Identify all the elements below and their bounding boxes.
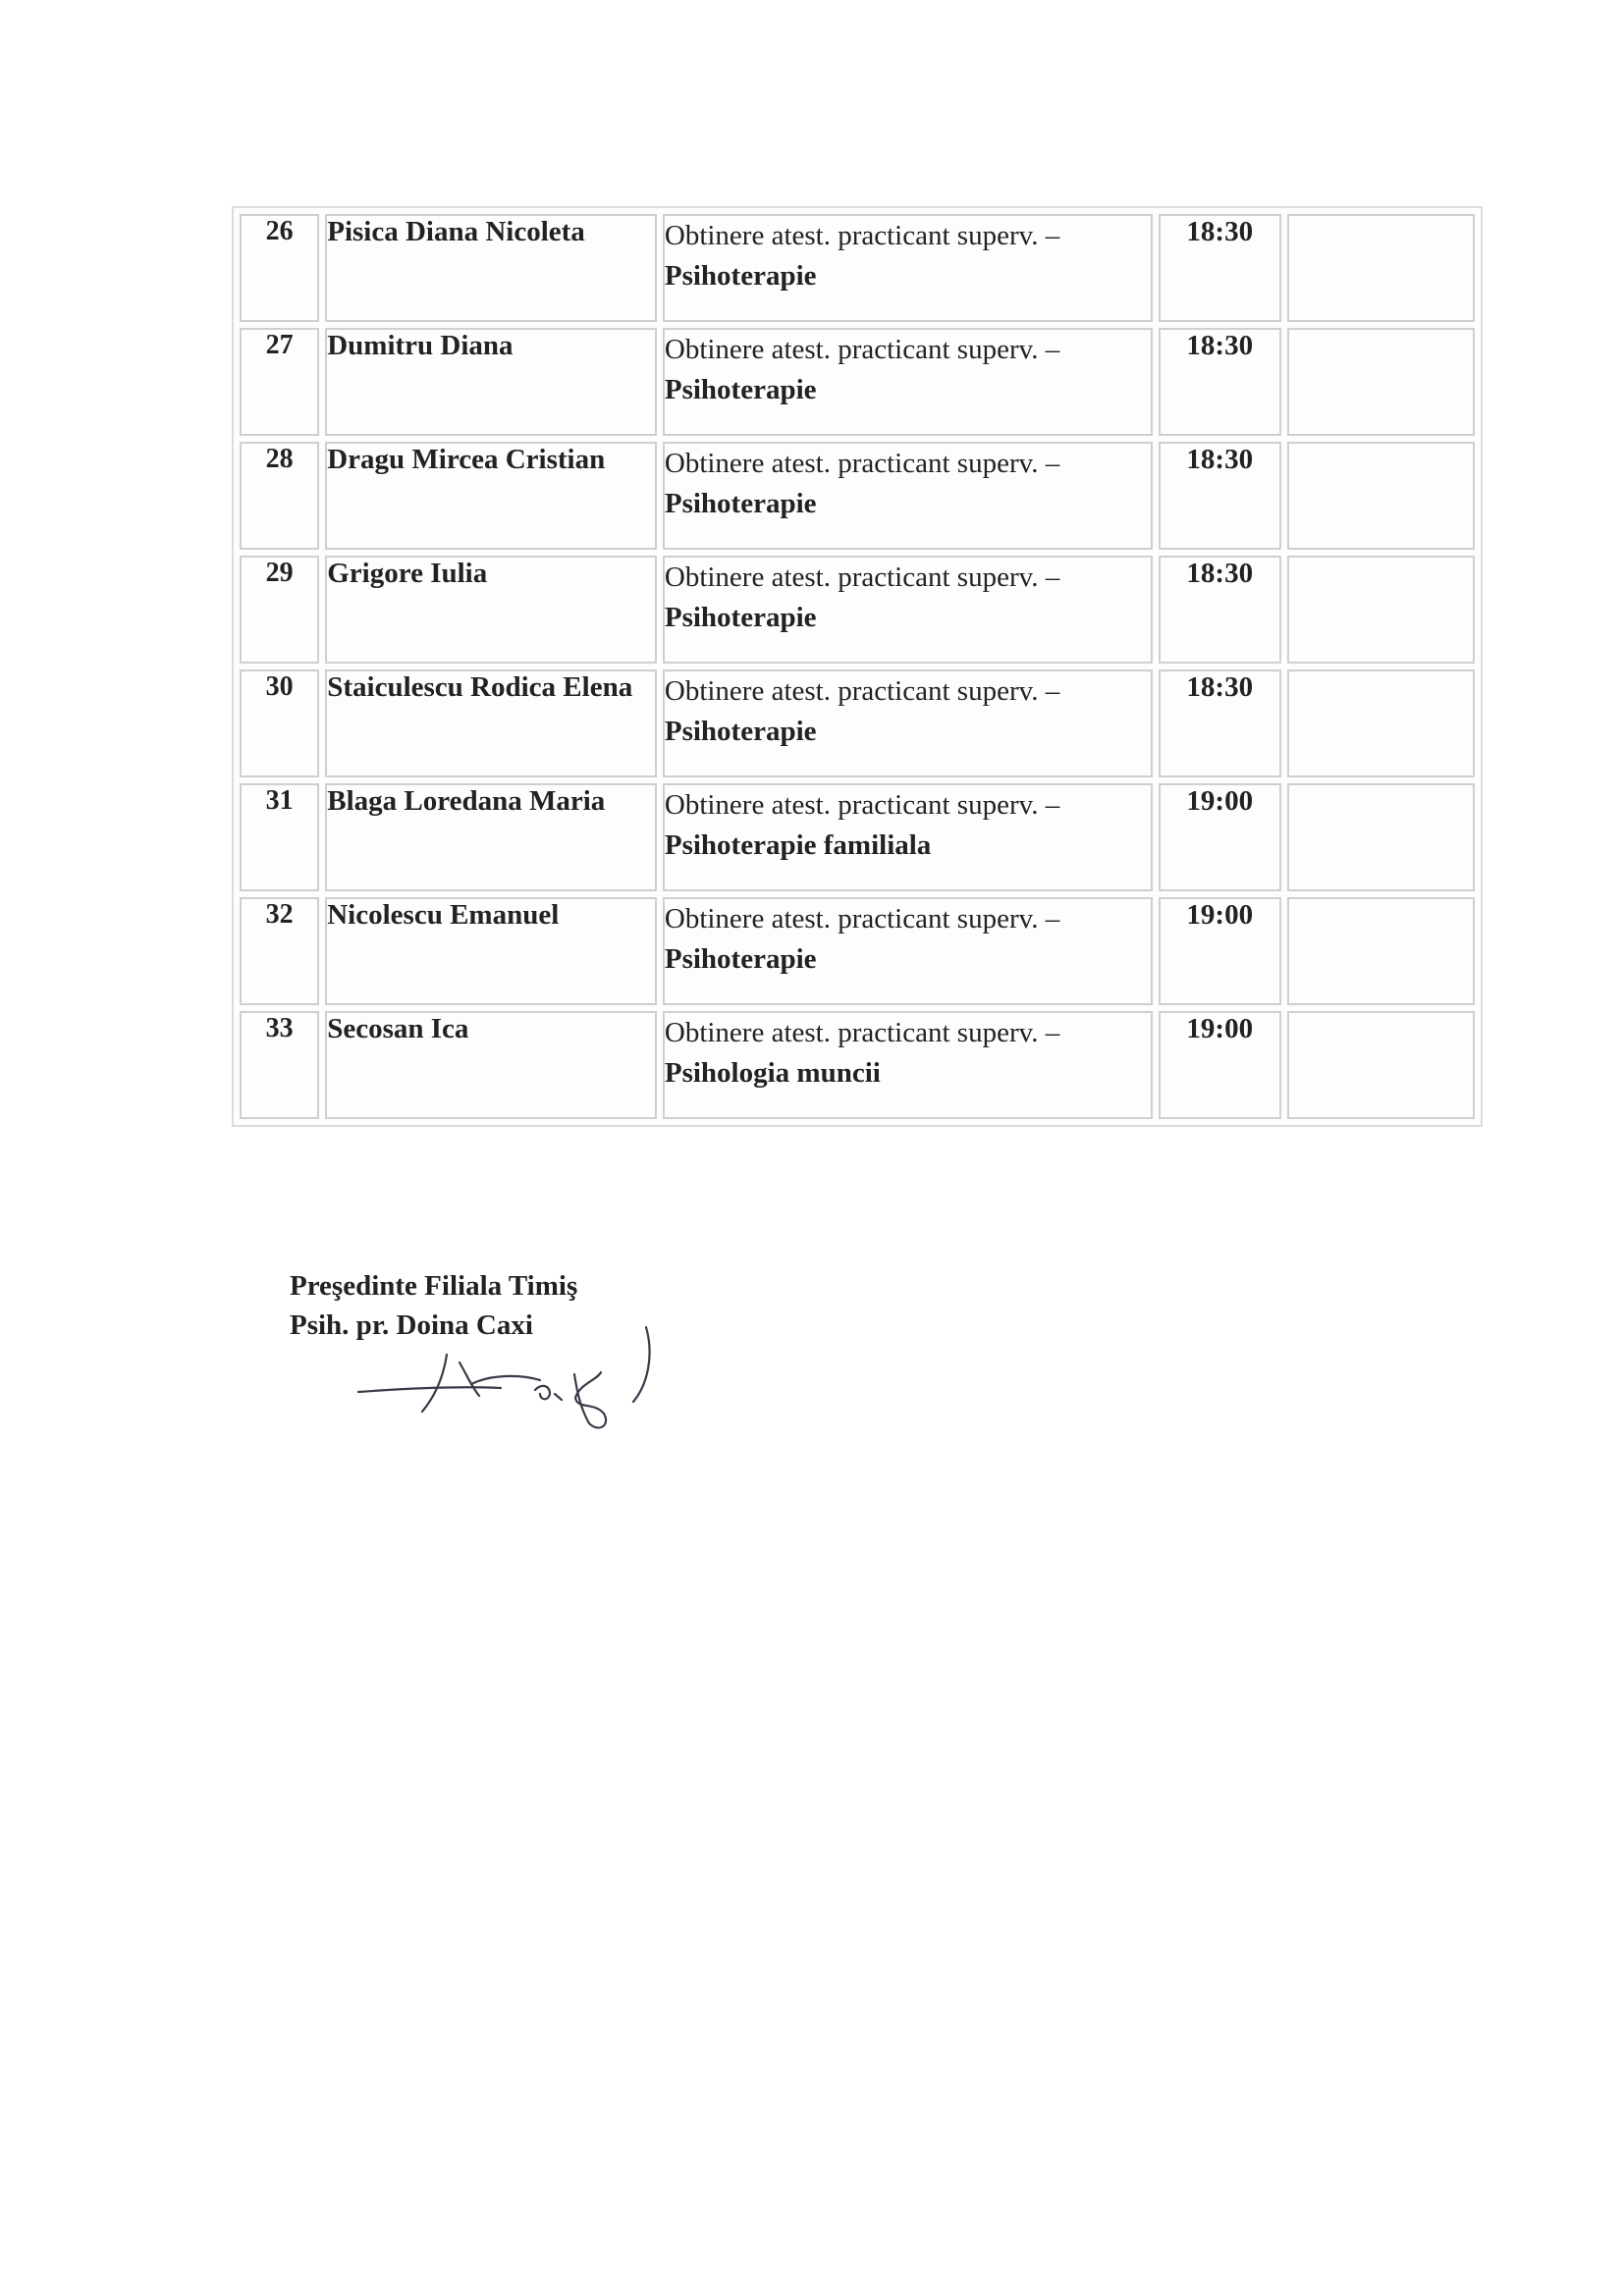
course-line2: Psihoterapie familiala xyxy=(664,829,932,861)
handwritten-signature xyxy=(353,1315,668,1453)
course-line2: Psihoterapie xyxy=(664,260,817,292)
candidate-name: Dumitru Diana xyxy=(325,328,657,436)
empty-cell xyxy=(1287,1011,1475,1119)
time-cell: 18:30 xyxy=(1159,328,1281,436)
table-row xyxy=(240,214,1475,322)
table-row xyxy=(240,897,1475,1005)
table-row xyxy=(240,669,1475,777)
course-line2: Psihoterapie xyxy=(664,716,817,747)
row-number: 30 xyxy=(240,669,319,777)
time-cell: 19:00 xyxy=(1159,1011,1281,1119)
signatory-name: Psih. pr. Doina Caxi xyxy=(290,1309,533,1341)
course-line1: Obtinere atest. practicant superv. – xyxy=(664,448,1060,479)
course-line1: Obtinere atest. practicant superv. – xyxy=(664,675,1060,707)
table-row xyxy=(240,442,1475,550)
signatory-title: Preşedinte Filiala Timiş xyxy=(290,1270,578,1302)
course-cell xyxy=(663,1011,1153,1119)
row-number: 29 xyxy=(240,556,319,664)
row-number: 27 xyxy=(240,328,319,436)
candidate-table xyxy=(232,206,1483,1127)
course-line1: Obtinere atest. practicant superv. – xyxy=(664,561,1060,593)
time-cell: 18:30 xyxy=(1159,556,1281,664)
course-line1: Obtinere atest. practicant superv. – xyxy=(664,903,1060,934)
course-line2: Psihoterapie xyxy=(664,602,817,633)
empty-cell xyxy=(1287,897,1475,1005)
table-row xyxy=(240,783,1475,891)
course-line2: Psihoterapie xyxy=(664,943,817,975)
table-row xyxy=(240,1011,1475,1119)
empty-cell xyxy=(1287,442,1475,550)
empty-cell xyxy=(1287,669,1475,777)
row-number: 32 xyxy=(240,897,319,1005)
candidate-name: Blaga Loredana Maria xyxy=(325,783,657,891)
table-row xyxy=(240,328,1475,436)
empty-cell xyxy=(1287,328,1475,436)
candidate-name: Staiculescu Rodica Elena xyxy=(325,669,657,777)
course-cell xyxy=(663,897,1153,1005)
time-cell: 19:00 xyxy=(1159,897,1281,1005)
course-line1: Obtinere atest. practicant superv. – xyxy=(664,789,1060,821)
course-line1: Obtinere atest. practicant superv. – xyxy=(664,220,1060,251)
empty-cell xyxy=(1287,556,1475,664)
table-row xyxy=(240,556,1475,664)
course-line1: Obtinere atest. practicant superv. – xyxy=(664,1017,1060,1048)
time-cell: 19:00 xyxy=(1159,783,1281,891)
empty-cell xyxy=(1287,783,1475,891)
empty-cell xyxy=(1287,214,1475,322)
row-number: 31 xyxy=(240,783,319,891)
course-line2: Psihologia muncii xyxy=(664,1057,881,1089)
course-line2: Psihoterapie xyxy=(664,488,817,519)
course-cell xyxy=(663,556,1153,664)
candidate-name: Dragu Mircea Cristian xyxy=(325,442,657,550)
course-line1: Obtinere atest. practicant superv. – xyxy=(664,334,1060,365)
time-cell: 18:30 xyxy=(1159,442,1281,550)
course-cell xyxy=(663,328,1153,436)
candidate-name: Pisica Diana Nicoleta xyxy=(325,214,657,322)
course-cell xyxy=(663,214,1153,322)
course-cell xyxy=(663,783,1153,891)
candidate-name: Nicolescu Emanuel xyxy=(325,897,657,1005)
candidate-name: Grigore Iulia xyxy=(325,556,657,664)
row-number: 28 xyxy=(240,442,319,550)
course-line2: Psihoterapie xyxy=(664,374,817,405)
candidate-name: Secosan Ica xyxy=(325,1011,657,1119)
time-cell: 18:30 xyxy=(1159,669,1281,777)
course-cell xyxy=(663,442,1153,550)
row-number: 33 xyxy=(240,1011,319,1119)
time-cell: 18:30 xyxy=(1159,214,1281,322)
row-number: 26 xyxy=(240,214,319,322)
course-cell xyxy=(663,669,1153,777)
